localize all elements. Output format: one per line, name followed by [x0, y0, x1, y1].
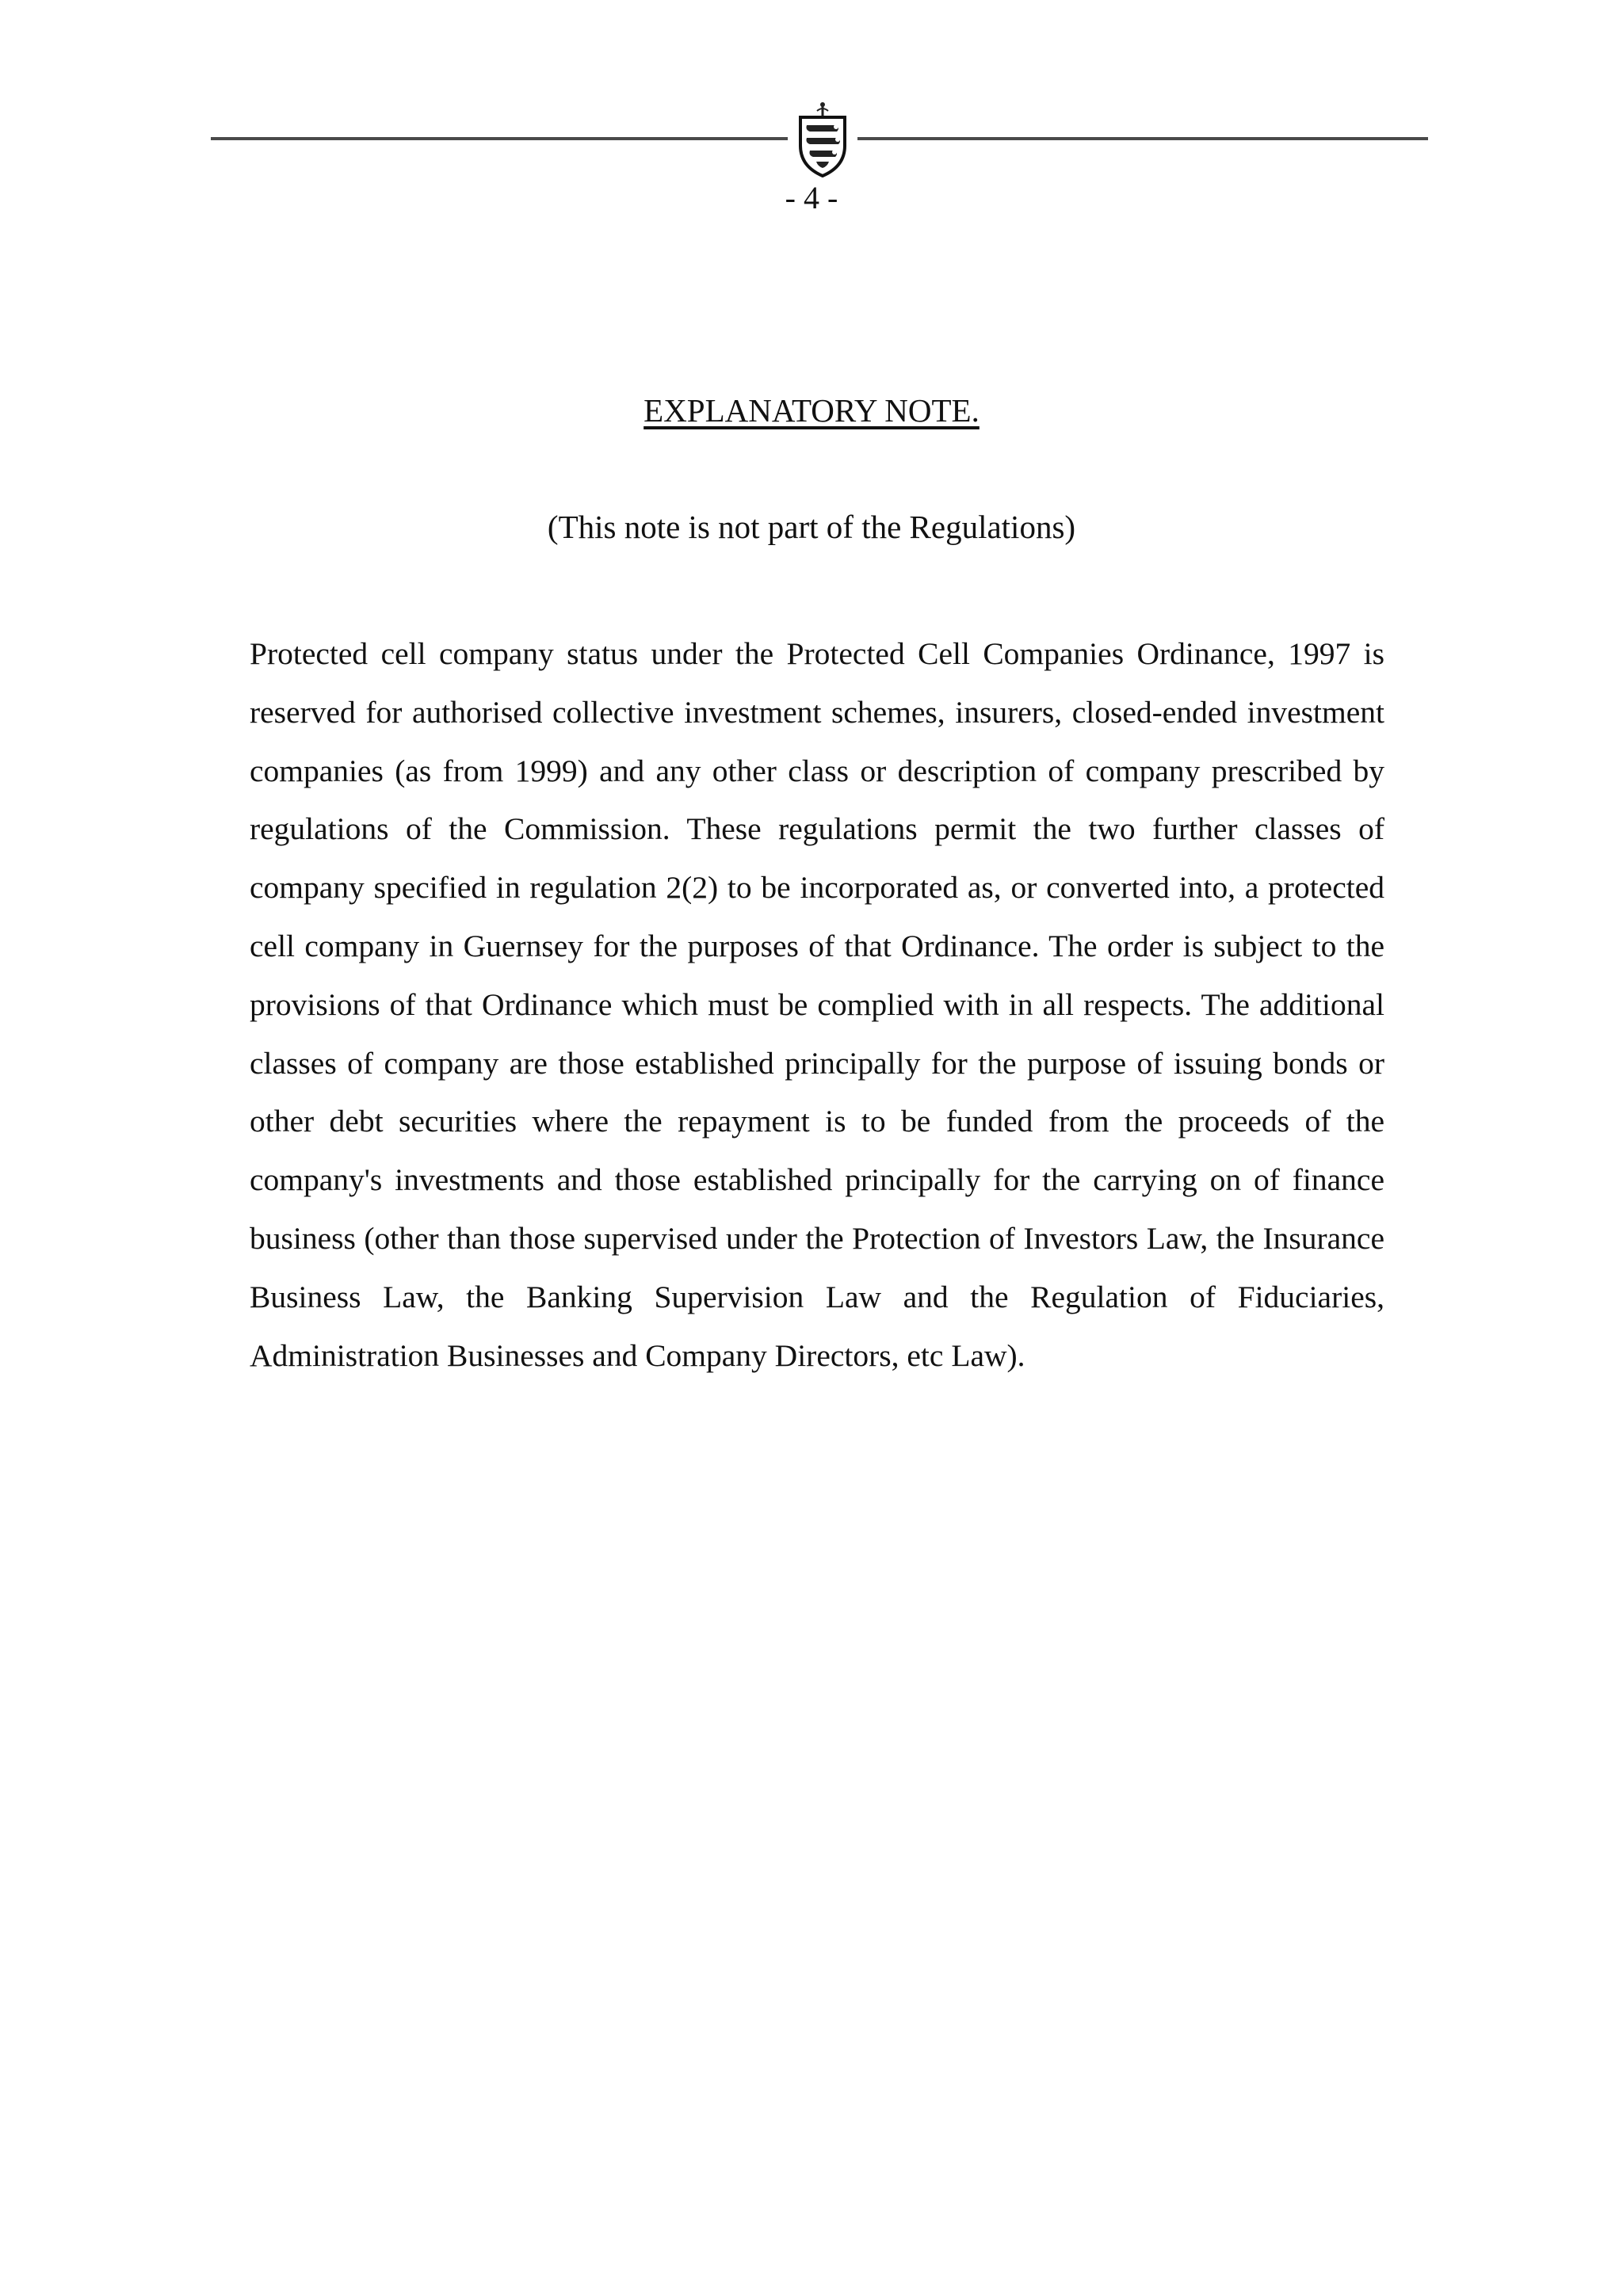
- note-title: EXPLANATORY NOTE.: [643, 392, 980, 429]
- note-body-paragraph: Protected cell company status under the Protected Cell Companies Ordinance, 1997 is reserved for authorised collective investment schemes, insurers, closed-ended investment companies (as from 1999) and any other class or description of company prescribed by regulations of the Commission. These regulations permit the two further classes of company specified in regulation 2(2) to be incorporated as, or converted into, a protected cell company in Guernsey for the purposes of that Ordinance. The order is subject to the provisions of that Ordinance which must be complied with in all respects. The additional classes of company are those established principally for the purpose of issuing bonds or other debt securities where the repayment is to be funded from the proceeds of the company's investments and those established principally for the carrying on of finance business (other than those supervised under the Protection of Investors Law, the Insurance Business Law, the Banking Supervision Law and the Regulation of Fiduciaries, Administration Businesses and Company Directors, etc Law).: [250, 636, 1384, 1373]
- guernsey-crest-icon: [792, 101, 853, 177]
- header-rule-right: [857, 137, 1428, 140]
- header-rule-left: [211, 137, 788, 140]
- note-subtitle: (This note is not part of the Regulations): [547, 509, 1076, 545]
- page-number: - 4 -: [785, 180, 838, 215]
